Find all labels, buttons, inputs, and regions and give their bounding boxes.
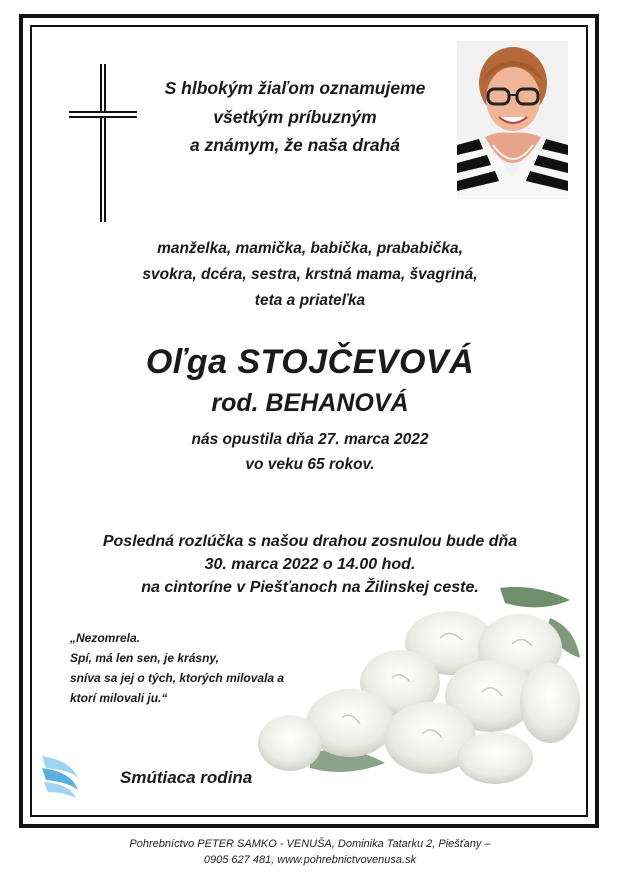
memorial-quote <box>70 628 310 708</box>
funeral-line: 30. marca 2022 o 14.00 hod. <box>204 556 416 573</box>
footer-address: Pohrebníctvo PETER SAMKO - VENUŠA, Dominika Tatarku 2, Piešťany – <box>129 838 491 850</box>
relations-line: manželka, mamička, babička, prababička, <box>157 240 463 257</box>
relations-line: teta a priateľka <box>254 292 366 309</box>
relations-list <box>80 236 540 314</box>
quote-line: ktorí milovali ju.“ <box>70 691 168 705</box>
funeral-home-footer <box>0 836 620 868</box>
death-date: nás opustila dňa 27. marca 2022 <box>191 431 429 448</box>
death-info <box>40 427 580 477</box>
age-line: vo veku 65 rokov. <box>245 456 375 473</box>
portrait-photo <box>457 41 568 199</box>
relations-line: svokra, dcéra, sestra, krstná mama, švagriná, <box>142 266 478 283</box>
deceased-name: Oľga STOJČEVOVÁ <box>145 343 475 381</box>
intro-line: a známym, že naša drahá <box>189 135 401 155</box>
funeral-home-logo-icon <box>40 752 82 800</box>
intro-line: všetkým príbuzným <box>213 106 377 127</box>
funeral-line: na cintoríne v Piešťanoch na Žilinskej ceste. <box>141 579 479 596</box>
announcement-intro <box>140 74 450 160</box>
funeral-line: Posledná rozlúčka s našou drahou zosnulou bude dňa <box>102 533 518 550</box>
quote-line: „Nezomrela. <box>70 631 141 645</box>
footer-contact: 0905 627 481, www.pohrebnictvovenusa.sk <box>203 854 417 866</box>
maiden-name: rod. BEHANOVÁ <box>211 389 409 417</box>
family-signature: Smútiaca rodina <box>120 768 253 787</box>
quote-line: sníva sa jej o tých, ktorých milovala a <box>70 671 285 685</box>
intro-line: S hlbokým žiaľom oznamujeme <box>164 78 426 98</box>
quote-line: Spí, má len sen, je krásny, <box>70 651 219 665</box>
